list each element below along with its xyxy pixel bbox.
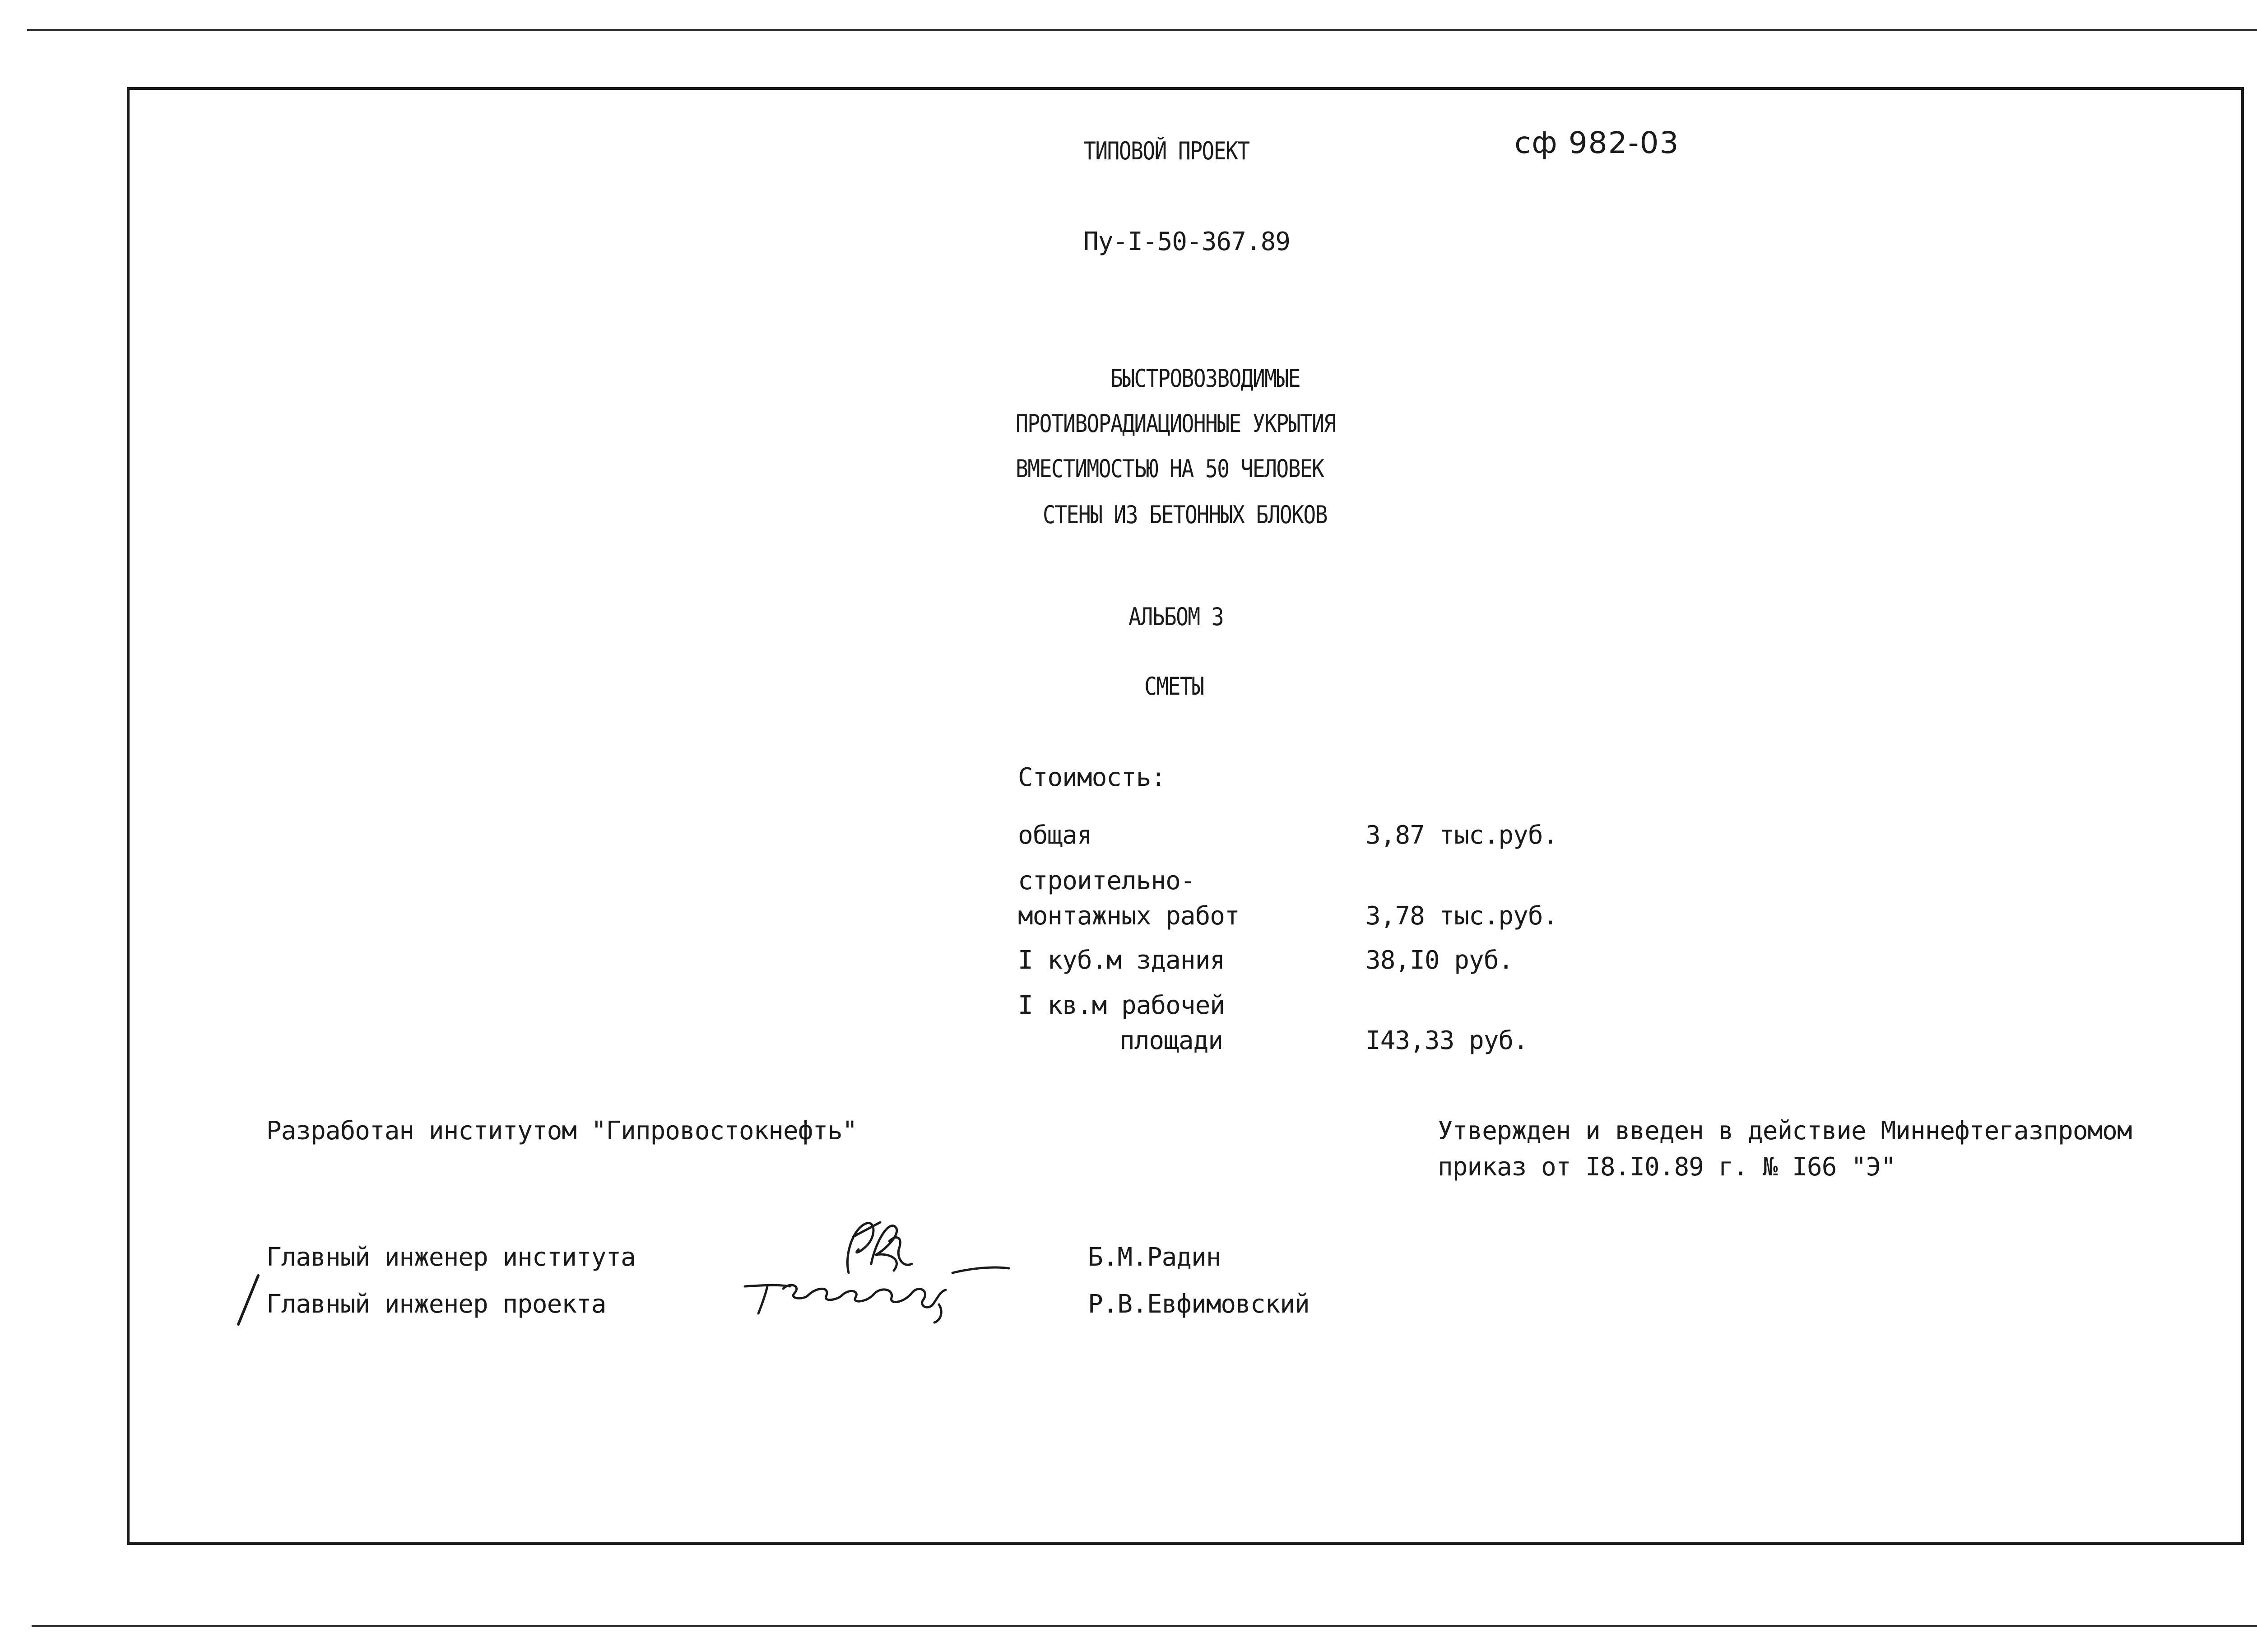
cost-total-label: общая [1018, 821, 1092, 850]
developer-text: Разработан институтом "Гипровостокнефть" [266, 1116, 857, 1146]
chief-engineer-project-name: Р.В.Евфимовский [1088, 1290, 1310, 1319]
cost-cubic-label: I куб.м здания [1018, 946, 1225, 975]
cost-construction-label-1: строительно- [1018, 866, 1195, 896]
project-number: Пу-I-50-367.89 [1083, 227, 1291, 256]
bottom-edge-line [32, 1625, 2257, 1627]
chief-engineer-institute-title: Главный инженер института [266, 1243, 636, 1272]
subject-line-1: БЫСТРОВОЗВОДИМЫЕ [1110, 364, 1300, 393]
document-frame [127, 87, 2244, 1545]
cost-sqm-value: I43,33 руб. [1365, 1026, 1528, 1055]
approval-line-1: Утвержден и введен в действие Миннефтегазпромом [1438, 1116, 2132, 1146]
album-name: СМЕТЫ [1144, 672, 1204, 701]
approval-line-2: приказ от I8.I0.89 г. № I66 "Э" [1438, 1152, 1896, 1182]
subject-line-4: СТЕНЫ ИЗ БЕТОННЫХ БЛОКОВ [1043, 501, 1327, 529]
document-type-title: ТИПОВОЙ ПРОЕКТ [1083, 137, 1249, 165]
cost-sqm-label-1: I кв.м рабочей [1018, 991, 1225, 1020]
chief-engineer-institute-name: Б.М.Радин [1088, 1243, 1221, 1272]
subject-line-2: ПРОТИВОРАДИАЦИОННЫЕ УКРЫТИЯ [1016, 409, 1336, 438]
handwritten-signatures [740, 1210, 1011, 1327]
album-label: АЛЬБОМ 3 [1128, 603, 1223, 631]
cost-total-value: 3,87 тыс.руб. [1365, 821, 1558, 850]
top-edge-line [27, 29, 2257, 31]
handwritten-slash-mark [235, 1273, 262, 1327]
cost-construction-label-2: монтажных работ [1018, 901, 1240, 931]
cost-cubic-value: 38,I0 руб. [1365, 946, 1514, 975]
cost-sqm-label-2: площади [1119, 1026, 1223, 1055]
subject-line-3: ВМЕСТИМОСТЬЮ НА 50 ЧЕЛОВЕК [1016, 455, 1324, 483]
cost-construction-value: 3,78 тыс.руб. [1365, 901, 1558, 931]
chief-engineer-project-title: Главный инженер проекта [266, 1290, 606, 1319]
document-code: сф 982-03 [1514, 125, 1680, 160]
cost-heading: Стоимость: [1018, 763, 1166, 792]
